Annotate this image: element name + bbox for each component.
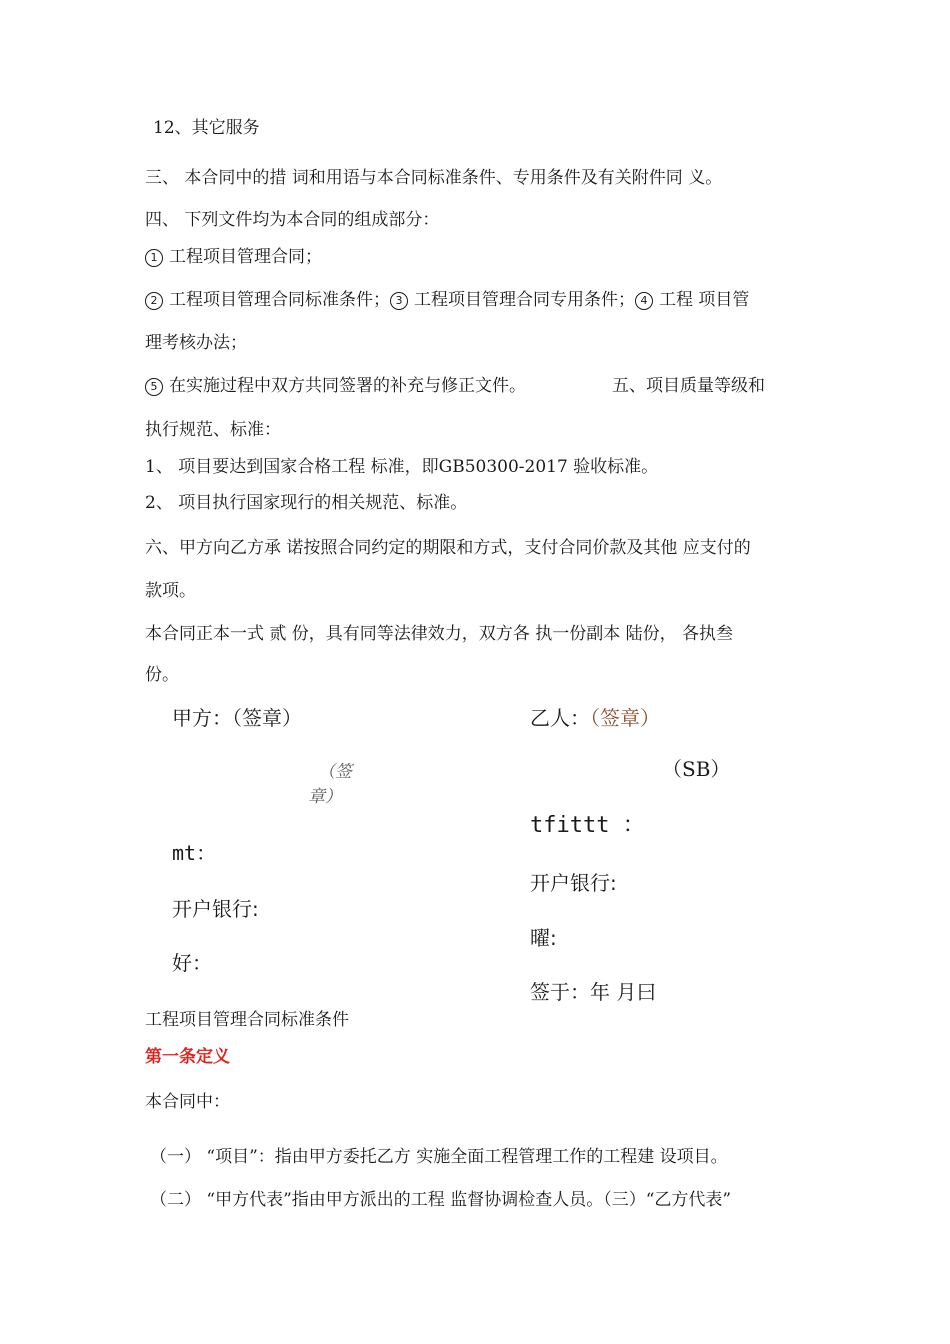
party-b-seal: （SB） xyxy=(662,757,731,781)
clause-6: 六、甲方向乙方承 诺按照合同约定的期限和方式，支付合同价款及其他 应支付的 xyxy=(145,538,751,558)
document-item-5 xyxy=(145,378,526,396)
party-b-bank: 开户银行: xyxy=(530,871,617,895)
service-item-12: 12、其它服务 xyxy=(153,118,260,138)
document-item-text: 工程项目管理合同； xyxy=(169,247,322,267)
document-item-text: 工程项目管理合同专用条件； xyxy=(414,290,635,310)
document-item-text: 工程项目管理合同标准条件； xyxy=(169,290,390,310)
document-item-text: 工程 项目管 xyxy=(659,290,750,310)
party-a-representative: mt： xyxy=(172,841,217,865)
party-b-signed-date: 签于：年 月曰 xyxy=(530,980,657,1004)
definition-item-1: （一） “项目”：指由甲方委托乙方 实施全面工程管理工作的工程建 设项目。 xyxy=(150,1147,728,1167)
clause-6-cont: 款项。 xyxy=(145,581,196,601)
copies-clause: 本合同正本一式 贰 份，具有同等法律效力，双方各 执一份副本 陆份， 各执叁 xyxy=(145,624,734,644)
circled-number: 3 xyxy=(390,292,408,310)
definitions-intro: 本合同中： xyxy=(145,1092,230,1112)
document-item-4-cont: 理考核办法； xyxy=(145,333,247,353)
party-b-title xyxy=(530,708,660,728)
clause-3: 三、 本合同中的措 词和用语与本合同标准条件、专用条件及有关附件同 义。 xyxy=(145,168,723,188)
circled-number: 4 xyxy=(635,292,653,310)
party-b-account: 曜: xyxy=(530,926,557,950)
circled-number: 5 xyxy=(145,378,163,396)
circled-number: 1 xyxy=(145,249,163,267)
copies-clause-cont: 份。 xyxy=(145,665,179,685)
party-a-bank: 开户银行: xyxy=(172,897,259,921)
document-item-text: 在实施过程中双方共同签署的补充与修正文件。 xyxy=(169,376,526,396)
clause-5-cont: 执行规范、标准： xyxy=(145,420,281,440)
party-a-account: 好： xyxy=(172,951,212,975)
section-heading: 工程项目管理合同标准条件 xyxy=(145,1010,349,1030)
standard-item-2: 2、 项目执行国家现行的相关规范、标准。 xyxy=(145,493,468,513)
circled-number: 2 xyxy=(145,292,163,310)
party-a-seal-line2: 章） xyxy=(308,787,342,807)
party-b-representative: tfittt ： xyxy=(530,813,645,838)
definition-item-2: （二） “甲方代表”指由甲方派出的工程 监督协调检查人员。（三）“乙方代表” xyxy=(150,1190,732,1210)
party-a-title: 甲方：（签章） xyxy=(172,706,302,730)
article-1-heading: 第一条定义 xyxy=(145,1047,230,1067)
clause-4: 四、 下列文件均为本合同的组成部分： xyxy=(145,210,440,230)
party-b-title-label: 乙人： xyxy=(530,706,590,730)
document-items-2-4 xyxy=(145,292,749,310)
party-b-title-seal: （签章） xyxy=(590,706,660,730)
party-a-seal-line1: （签 xyxy=(318,762,352,782)
standard-item-1: 1、 项目要达到国家合格工程 标准，即GB50300-2017 验收标准。 xyxy=(145,457,659,477)
clause-5-heading: 五、项目质量等级和 xyxy=(612,376,765,396)
document-item-1 xyxy=(145,249,322,267)
